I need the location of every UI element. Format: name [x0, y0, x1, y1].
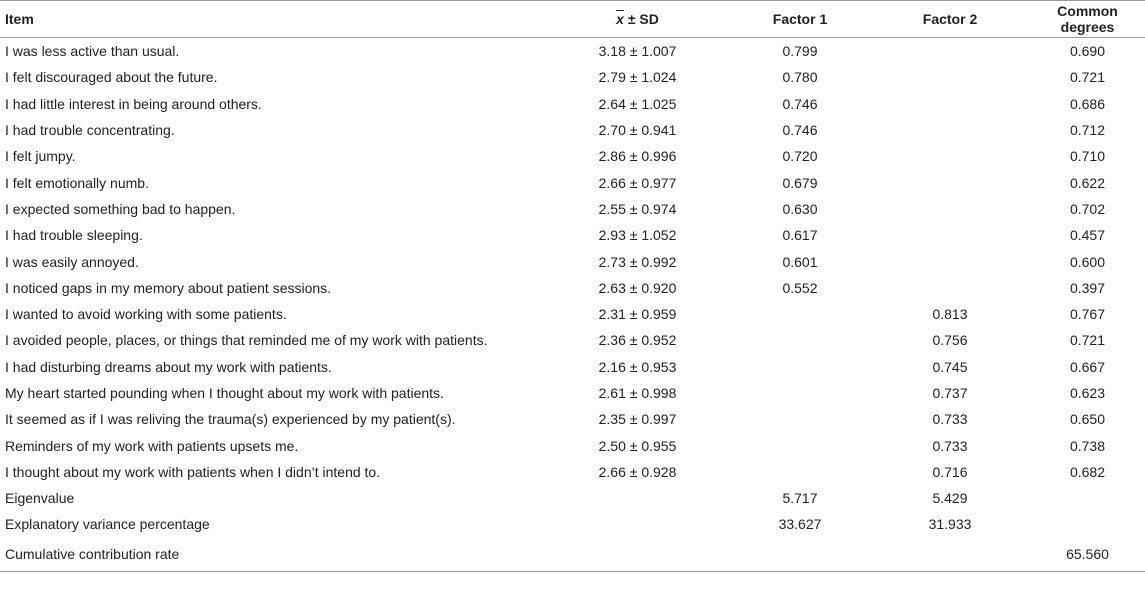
cell-common-degrees: 0.650 — [1069, 411, 1106, 428]
cell-factor1: 0.617 — [782, 227, 818, 244]
cell-item: My heart started pounding when I thought about my work with patients. — [5, 385, 444, 401]
cell-item: I had trouble concentrating. — [5, 122, 175, 139]
cell-common-degrees — [1030, 485, 1145, 511]
table-body — [0, 38, 1145, 572]
cell-item: I noticed gaps in my memory about patient sessions. — [5, 279, 332, 296]
cell-factor1 — [730, 459, 870, 485]
cell-factor1 — [730, 327, 870, 353]
cell-factor1 — [730, 406, 870, 432]
cell-mean-sd: 2.50 ± 0.955 — [598, 437, 677, 454]
cell-mean-sd: 2.55 ± 0.974 — [598, 200, 677, 217]
cell-mean-sd — [545, 511, 730, 537]
cell-factor2 — [870, 169, 1030, 195]
cell-item: I avoided people, places, or things that reminded me of my work with patients. — [5, 332, 488, 349]
table-row — [0, 196, 1145, 222]
cell-mean-sd: 2.93 ± 1.052 — [598, 227, 677, 244]
cell-factor2: 5.429 — [932, 490, 968, 507]
cell-factor2 — [870, 117, 1030, 143]
cell-item: I felt jumpy. — [5, 148, 76, 165]
cell-item: I had trouble sleeping. — [5, 227, 143, 244]
cell-factor1: 0.601 — [782, 253, 818, 270]
cell-mean-sd: 2.35 ± 0.997 — [598, 411, 677, 428]
table-row — [0, 91, 1145, 117]
cell-factor1: 5.717 — [782, 490, 818, 507]
cell-factor2: 0.756 — [932, 332, 968, 349]
cell-factor2: 0.733 — [932, 437, 968, 454]
table-row — [0, 169, 1145, 195]
cell-mean-sd: 2.66 ± 0.928 — [598, 463, 677, 480]
table-row — [0, 117, 1145, 143]
table-row — [0, 143, 1145, 169]
cell-common-degrees: 0.686 — [1069, 95, 1106, 112]
header-factor2: Factor 2 — [870, 1, 1030, 38]
table-row — [0, 38, 1145, 65]
cell-common-degrees: 0.738 — [1069, 437, 1106, 454]
cell-mean-sd: 3.18 ± 1.007 — [598, 43, 677, 60]
cell-item: Explanatory variance percentage — [5, 516, 210, 533]
cell-factor1 — [730, 538, 870, 572]
cell-factor1 — [730, 432, 870, 458]
cell-item: I expected something bad to happen. — [5, 200, 236, 217]
cell-common-degrees: 0.712 — [1069, 122, 1106, 139]
table-row — [0, 406, 1145, 432]
cell-factor2 — [870, 38, 1030, 65]
cell-mean-sd: 2.79 ± 1.024 — [598, 69, 677, 86]
cell-item: It seemed as if I was reliving the trauma(s) experienced by my patient(s). — [5, 411, 456, 428]
table-row — [0, 64, 1145, 90]
header-common-degrees: Common degrees — [1030, 1, 1145, 38]
cell-factor1: 0.799 — [782, 43, 818, 60]
cell-item: Reminders of my work with patients upsets me. — [5, 437, 299, 454]
cell-mean-sd: 2.66 ± 0.977 — [598, 174, 677, 191]
cell-item: I had little interest in being around others. — [5, 95, 262, 112]
cell-factor2: 0.737 — [932, 385, 968, 401]
cell-common-degrees: 0.600 — [1069, 253, 1106, 270]
cell-item: I had disturbing dreams about my work with patients. — [5, 358, 332, 375]
cell-common-degrees: 0.682 — [1069, 463, 1106, 480]
table-row — [0, 459, 1145, 485]
cell-factor2: 0.733 — [932, 411, 968, 428]
cell-mean-sd: 2.63 ± 0.920 — [598, 279, 677, 296]
cell-common-degrees: 0.721 — [1069, 69, 1106, 86]
cell-mean-sd — [545, 485, 730, 511]
header-mean-sd — [545, 1, 730, 38]
cell-factor1: 0.552 — [782, 279, 818, 296]
cell-factor1: 0.630 — [782, 200, 818, 217]
table-row — [0, 354, 1145, 380]
cell-factor1: 33.627 — [778, 516, 822, 533]
table-row — [0, 485, 1145, 511]
cell-common-degrees: 65.560 — [1030, 538, 1145, 572]
table-row — [0, 248, 1145, 274]
table-row — [0, 301, 1145, 327]
cell-factor1 — [730, 380, 870, 406]
cell-item: I felt emotionally numb. — [5, 174, 149, 191]
table-row — [0, 538, 1145, 572]
table-row — [0, 222, 1145, 248]
table-row — [0, 275, 1145, 301]
cell-common-degrees: 0.622 — [1069, 174, 1106, 191]
cell-common-degrees: 0.702 — [1069, 200, 1106, 217]
cell-common-degrees: 0.397 — [1069, 279, 1106, 296]
cell-item: I was less active than usual. — [5, 43, 180, 60]
cell-mean-sd: 2.70 ± 0.941 — [598, 122, 677, 139]
cell-factor2: 0.813 — [932, 306, 968, 323]
cell-factor1 — [730, 354, 870, 380]
cell-factor2: 0.716 — [932, 463, 968, 480]
cell-factor2 — [870, 91, 1030, 117]
cell-mean-sd: 2.73 ± 0.992 — [598, 253, 677, 270]
cell-factor1: 0.746 — [782, 122, 818, 139]
table-row — [0, 432, 1145, 458]
cell-factor2 — [870, 275, 1030, 301]
cell-factor1: 0.679 — [782, 174, 818, 191]
cell-common-degrees: 0.767 — [1069, 306, 1106, 323]
cell-item: Cumulative contribution rate — [0, 538, 545, 572]
cell-factor2 — [870, 222, 1030, 248]
cell-factor2 — [870, 538, 1030, 572]
cell-mean-sd — [545, 538, 730, 572]
cell-mean-sd: 2.86 ± 0.996 — [598, 148, 677, 165]
cell-common-degrees: 0.667 — [1069, 358, 1106, 375]
cell-factor2 — [870, 64, 1030, 90]
cell-factor1 — [730, 301, 870, 327]
header-item: Item — [0, 1, 545, 38]
table-row — [0, 327, 1145, 353]
cell-common-degrees: 0.710 — [1069, 148, 1106, 165]
table-row — [0, 511, 1145, 537]
cell-mean-sd: 2.61 ± 0.998 — [598, 385, 677, 401]
cell-factor1: 0.780 — [782, 69, 818, 86]
header-row — [0, 1, 1145, 38]
cell-factor2 — [870, 196, 1030, 222]
cell-mean-sd: 2.16 ± 0.953 — [598, 358, 677, 375]
cell-mean-sd: 2.64 ± 1.025 — [598, 95, 677, 112]
cell-factor1: 0.720 — [782, 148, 818, 165]
header-mean-suffix: ± SD — [623, 11, 659, 27]
cell-factor2: 31.933 — [928, 516, 972, 533]
cell-factor2 — [870, 248, 1030, 274]
cell-common-degrees: 0.457 — [1069, 227, 1106, 244]
table-row — [0, 380, 1145, 406]
cell-item: Eigenvalue — [5, 490, 75, 507]
cell-mean-sd: 2.31 ± 0.959 — [598, 306, 677, 323]
cell-item: I was easily annoyed. — [5, 253, 139, 270]
cell-common-degrees — [1030, 511, 1145, 537]
cell-item: I wanted to avoid working with some patients. — [5, 306, 287, 323]
cell-mean-sd: 2.36 ± 0.952 — [598, 332, 677, 349]
cell-item: I felt discouraged about the future. — [5, 69, 218, 86]
cell-common-degrees: 0.690 — [1069, 43, 1106, 60]
cell-factor1: 0.746 — [782, 95, 818, 112]
cell-factor2: 0.745 — [932, 358, 968, 375]
header-mean-symbol: $\overline{x}$ — [616, 11, 624, 27]
cell-factor2 — [870, 143, 1030, 169]
cell-common-degrees: 0.623 — [1069, 385, 1106, 401]
header-factor1: Factor 1 — [730, 1, 870, 38]
cell-common-degrees: 0.721 — [1069, 332, 1106, 349]
cell-item: I thought about my work with patients when I didn’t intend to. — [5, 463, 381, 480]
